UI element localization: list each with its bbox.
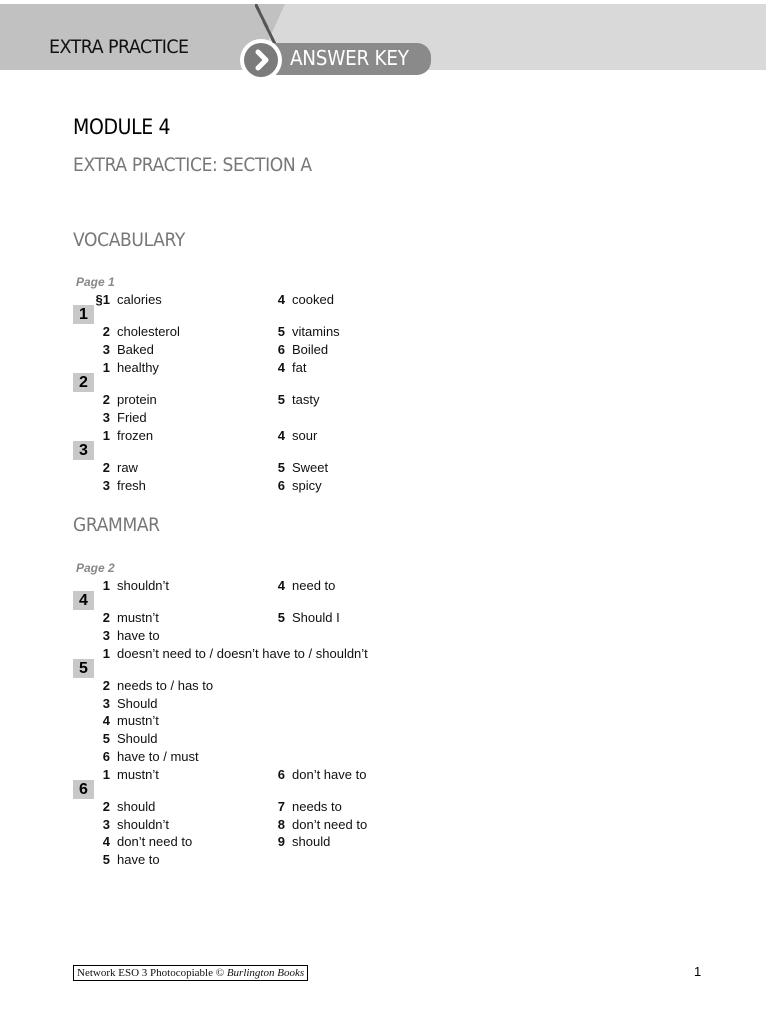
answer-number: 9 — [277, 834, 285, 850]
answer-number: 3 — [102, 341, 110, 357]
answer-number: 6 — [277, 341, 285, 357]
answer-text: need to — [292, 578, 336, 593]
answer-number: 4 — [277, 292, 285, 307]
answer-key-label: ANSWER KEY — [290, 46, 409, 70]
answer-text: calories — [117, 292, 162, 307]
answer-number: 2 — [102, 460, 110, 476]
answer-text: cholesterol — [117, 324, 180, 340]
answer-text: should — [117, 799, 156, 815]
answer-text: Should I — [292, 610, 340, 626]
answer-text: needs to — [292, 799, 342, 815]
chevron-right-icon — [251, 48, 273, 72]
answer-number: 8 — [277, 816, 285, 832]
answer-text: shouldn’t — [117, 578, 170, 593]
exercise-number: 6 — [73, 780, 94, 799]
answer-text: frozen — [117, 428, 154, 443]
answer-number: 5 — [102, 851, 110, 867]
module-title: MODULE 4 — [73, 115, 171, 139]
answer-text: have to / must — [117, 748, 199, 764]
answer-text: spicy — [292, 477, 322, 493]
answer-text: don’t need to — [292, 816, 368, 832]
answer-number: 3 — [102, 695, 110, 711]
answer-text: don’t need to — [117, 834, 193, 850]
answer-text: protein — [117, 392, 157, 408]
answer-text: raw — [117, 460, 138, 476]
vocabulary-heading: VOCABULARY — [73, 229, 185, 251]
answer-number: 3 — [102, 409, 110, 425]
exercise-number: 4 — [73, 591, 94, 610]
answer-text: fat — [292, 360, 307, 375]
answer-text: doesn’t need to / doesn’t have to / shouldn’t — [117, 646, 368, 661]
answer-number: 3 — [102, 627, 110, 643]
answer-number: 4 — [102, 834, 110, 850]
answer-number: 1 — [102, 428, 110, 443]
answer-number: 1 — [102, 360, 110, 375]
answer-text: shouldn’t — [117, 816, 170, 832]
answer-text: have to — [117, 627, 160, 643]
answer-number: 4 — [102, 713, 110, 729]
answer-text: should — [292, 834, 331, 850]
answer-text: healthy — [117, 360, 159, 375]
answer-number: §1 — [95, 292, 110, 307]
answer-number: 5 — [277, 392, 285, 408]
answer-text: don’t have to — [292, 767, 367, 782]
answer-number: 2 — [102, 678, 110, 694]
answer-number: 7 — [277, 799, 285, 815]
answer-number: 6 — [277, 477, 285, 493]
answer-number: 4 — [277, 578, 285, 593]
answer-number: 5 — [277, 460, 285, 476]
page-label: Page 2 — [76, 561, 115, 575]
grammar-heading: GRAMMAR — [73, 514, 160, 536]
answer-number: 2 — [102, 324, 110, 340]
answer-number: 3 — [102, 477, 110, 493]
answer-text: Fried — [117, 409, 147, 425]
answer-text: fresh — [117, 477, 146, 493]
answer-text: mustn’t — [117, 610, 159, 626]
answer-text: vitamins — [292, 324, 340, 340]
exercise-number: 2 — [73, 373, 94, 392]
answer-number: 6 — [102, 748, 110, 764]
exercise-number: 3 — [73, 441, 94, 460]
answer-number: 2 — [102, 799, 110, 815]
exercise-number: 1 — [73, 305, 94, 324]
section-title: EXTRA PRACTICE: SECTION A — [73, 154, 312, 176]
answer-number: 4 — [277, 360, 285, 375]
answer-text: needs to / has to — [117, 678, 214, 694]
answer-number: 5 — [277, 324, 285, 340]
answer-text: sour — [292, 428, 318, 443]
publisher-name: Burlington Books — [226, 967, 305, 979]
answer-number: 1 — [102, 646, 110, 661]
answer-text: Baked — [117, 341, 154, 357]
answer-number: 4 — [277, 428, 285, 443]
answer-text: Should — [117, 730, 158, 746]
page-number: 1 — [694, 964, 702, 979]
answer-text: Boiled — [292, 341, 329, 357]
page-label: Page 1 — [76, 275, 115, 289]
answer-number: 1 — [102, 767, 110, 782]
answer-number: 3 — [102, 816, 110, 832]
exercise-number: 5 — [73, 659, 94, 678]
answer-number: 6 — [277, 767, 285, 782]
answer-number: 1 — [102, 578, 110, 593]
header-title: EXTRA PRACTICE — [49, 36, 189, 58]
answer-text: have to — [117, 851, 160, 867]
answer-number: 2 — [102, 392, 110, 408]
answer-number: 5 — [102, 730, 110, 746]
answer-text: mustn’t — [117, 767, 159, 782]
answer-number: 5 — [277, 610, 285, 626]
answer-text: Should — [117, 695, 158, 711]
answer-text: cooked — [292, 292, 334, 307]
answer-text: mustn’t — [117, 713, 159, 729]
answer-number: 2 — [102, 610, 110, 626]
answer-text: tasty — [292, 392, 320, 408]
copyright-text: Network ESO 3 Photocopiable © — [77, 967, 227, 979]
footer-copyright — [73, 965, 308, 981]
answer-text: Sweet — [292, 460, 329, 476]
